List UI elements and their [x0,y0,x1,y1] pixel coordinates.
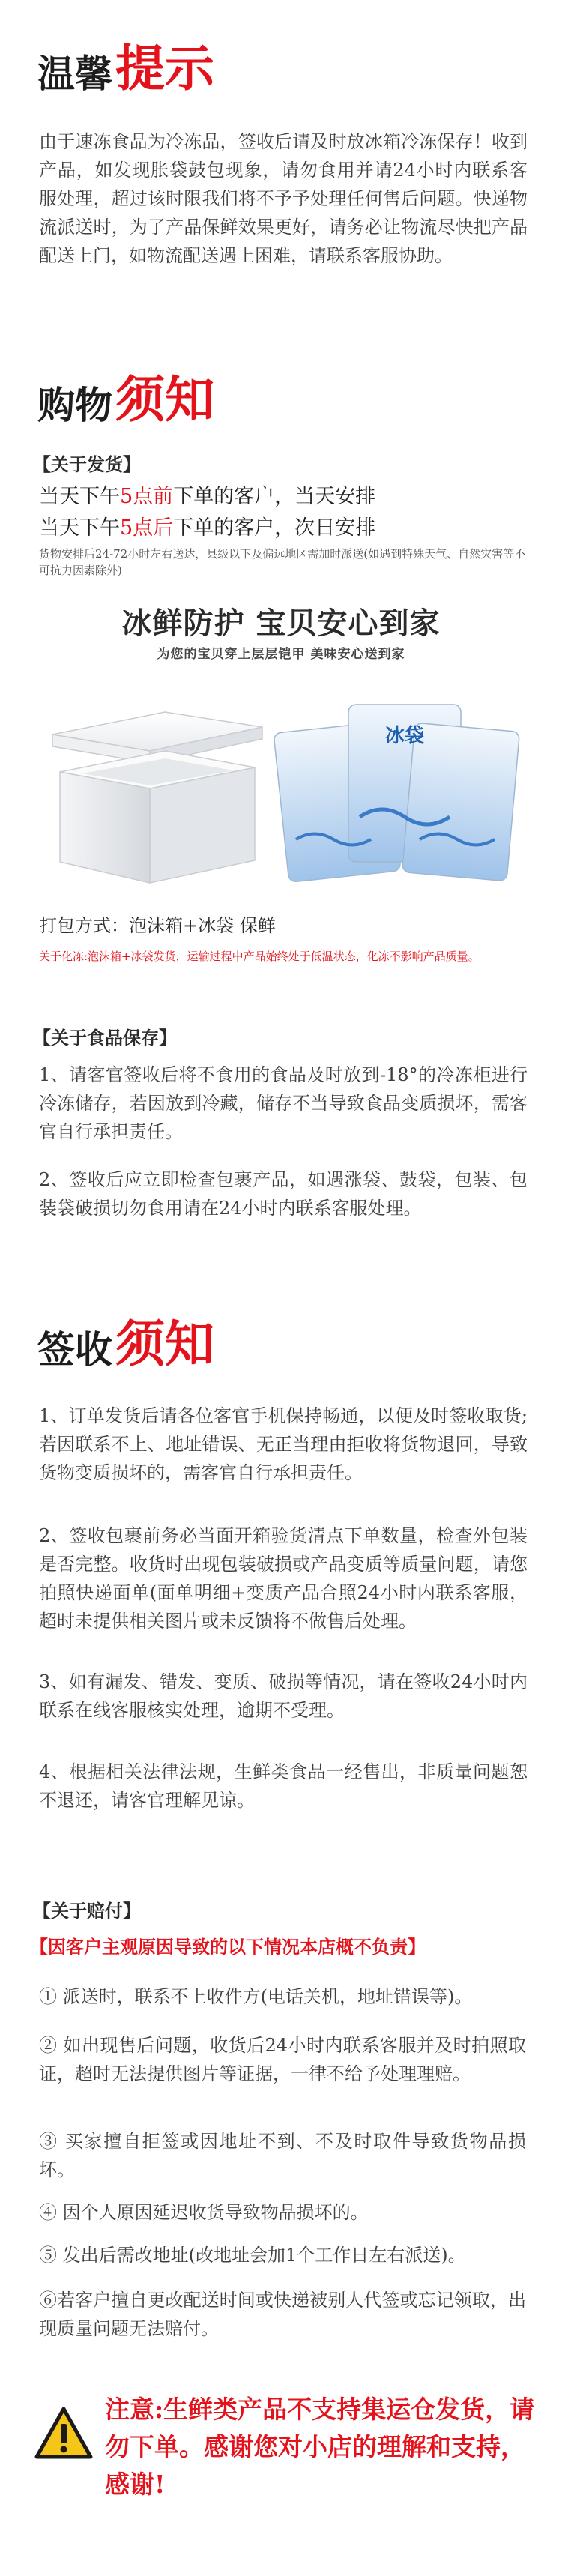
pack-note: 关于化冻:泡沫箱+冰袋发货，运输过程中产品始终处于低温状态，化冻不影响产品质量。 [39,950,480,963]
signing-item-2: 2、签收包裹前务必当面开箱验货清点下单数量，检查外包装是否完整。收货时出现包装破损或产品变质等质量问题，请您拍照快递面单(面单明细+变质产品合照24小时内联系客服，超时未提供相关图片或未反馈将不做售后处理。 [39,1525,528,1632]
shipping-line-1-b: 下单的客户，当天安排 [173,485,376,508]
banner-subtitle: 为您的宝贝穿上层层铠甲 美味安心送到家 [157,647,405,662]
shipping-label: 【关于发货】 [33,453,141,475]
signing-heading [37,1315,214,1373]
compensation-item-3: ③ 买家擅自拒签或因地址不到、不及时取件导致货物品损坏。 [39,2131,526,2180]
shipping-line-2-a: 当天下午 [39,516,120,540]
shipping-line-2-red: 5点后 [120,516,174,540]
compensation-label: 【关于赔付】 [33,1900,141,1922]
tips-heading-plain: 温馨 [37,52,112,96]
shipping-line-2-b: 下单的客户，次日安排 [173,516,376,540]
notice-text: 注意:生鲜类产品不支持集运仓发货，请勿下单。感谢您对小店的理解和支持，感谢! [105,2395,535,2499]
foam-box-image [37,705,277,892]
compensation-warning: 【因客户主观原因导致的以下情况本店概不负责】 [30,1936,426,1958]
storage-item-1: 1、请客官签收后将不食用的食品及时放到-18°的冷冻柜进行冷冻储存，若因放到冷藏，储存不当导致食品变质损坏，需客官自行承担责任。 [39,1064,528,1142]
tips-body: 由于速冻食品为冷冻品，签收后请及时放冰箱冷冻保存！收到产品，如发现胀袋鼓包现象，请勿食用并请24小时内联系客服处理，超过该时限我们将不予予处理任何售后问题。快递物流派送时，为了产品保鲜效果更好，请务必让物流尽快把产品配送上门，如物流配送遇上困难，请联系客服协助。 [39,131,528,266]
signing-heading-plain: 签收 [37,1327,112,1372]
warning-icon [34,2406,94,2460]
shopping-heading-red: 须知 [115,370,214,429]
shipping-line-1-red: 5点前 [120,485,174,508]
signing-heading-red: 须知 [115,1315,214,1373]
ice-packs-image [266,697,528,892]
shipping-line-1 [39,480,375,509]
banner-title: 冰鲜防护 宝贝安心到家 [121,606,441,641]
compensation-item-4: ④ 因个人原因延迟收货导致物品损坏的。 [39,2202,369,2223]
signing-item-3: 3、如有漏发、错发、变质、破损等情况，请在签收24小时内联系在线客服核实处理，逾期不受理。 [39,1671,528,1721]
storage-item-2: 2、签收后应立即检查包裹产品，如遇涨袋、鼓袋，包装、包装袋破损切勿食用请在24小时内联系客服处理。 [39,1169,528,1219]
tips-heading [37,39,214,97]
compensation-item-6: ⑥若客户擅自更改配送时间或快递被别人代签或忘记领取，出现质量问题无法赔付。 [39,2290,526,2339]
ice-brand-label: 冰袋 [384,725,425,747]
shipping-line-1-a: 当天下午 [39,485,120,508]
signing-item-4: 4、根据相关法律法规，生鲜类食品一经售出，非质量问题恕不退还，请客官理解见谅。 [39,1761,528,1811]
pack-label: 打包方式：泡沫箱+冰袋 保鲜 [39,915,276,936]
storage-label: 【关于食品保存】 [33,1027,177,1049]
signing-item-1: 1、订单发货后请各位客官手机保持畅通，以便及时签收取货;若因联系不上、地址错误、无正当理由拒收将货物退回，导致货物变质损坏的，需客官自行承担责任。 [39,1405,528,1483]
shopping-heading [37,370,214,429]
shipping-line-2 [39,511,375,540]
shopping-heading-plain: 购物 [37,383,112,427]
shipping-note: 货物安排后24-72小时左右送达，县级以下及偏远地区需加时派送(如遇到特殊天气、自然灾害等不可抗力因素除外) [39,547,526,577]
compensation-item-2: ② 如出现售后问题，收货后24小时内联系客服并及时拍照取证，超时无法提供图片等证据，一律不给予处理理赔。 [39,2035,526,2084]
compensation-item-5: ⑤ 发出后需改地址(改地址会加1个工作日左右派送)。 [39,2245,466,2266]
compensation-item-1: ① 派送时，联系不上收件方(电话关机，地址错误等)。 [39,1986,473,2007]
tips-heading-red: 提示 [115,39,214,97]
